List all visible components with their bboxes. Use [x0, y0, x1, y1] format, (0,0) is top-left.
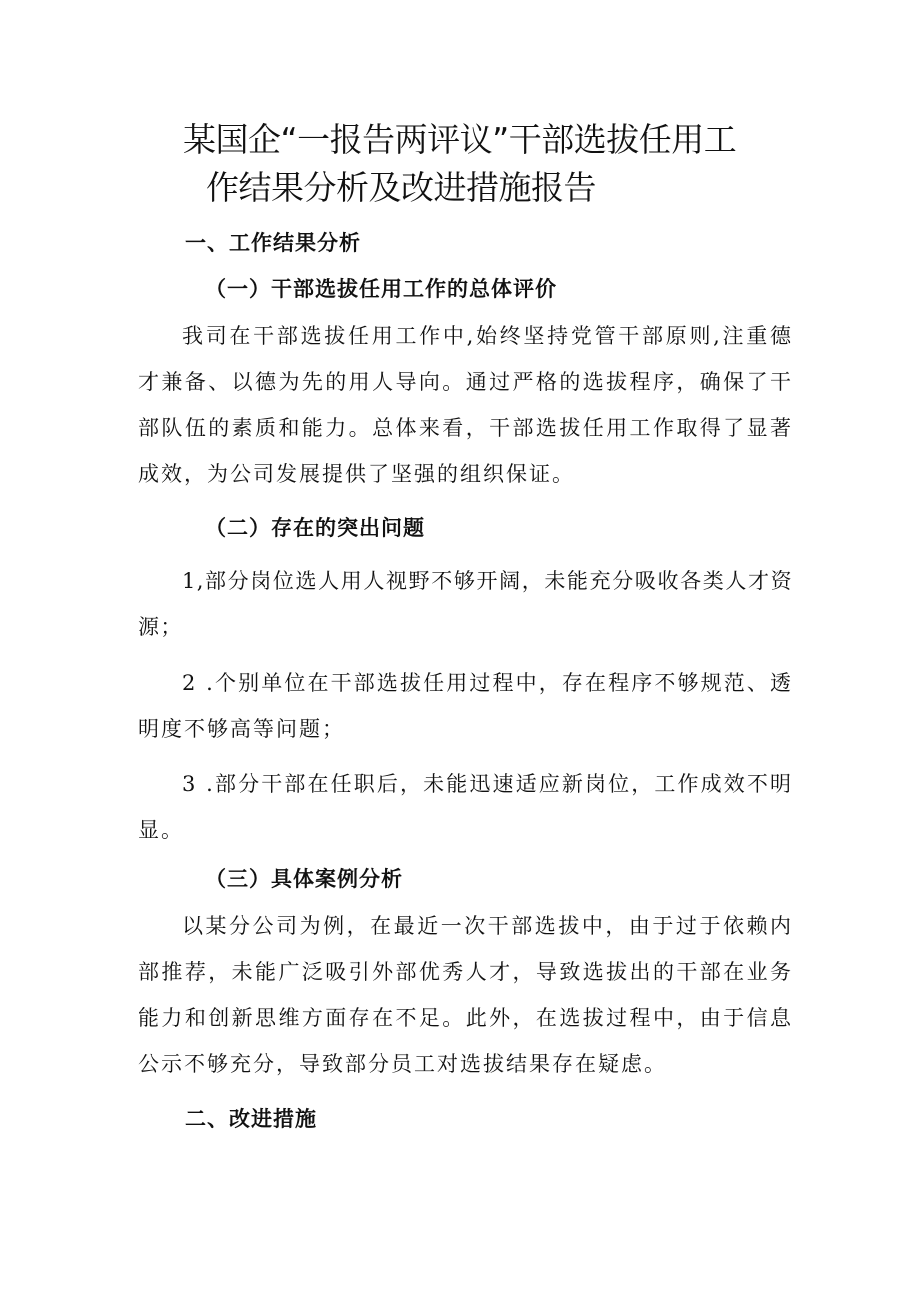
sub2-heading: （二）存在的突出问题 [205, 515, 425, 540]
sub3-paragraph: 以某分公司为例，在最近一次干部选拔中，由于过于依赖内部推荐，未能广泛吸引外部优秀人才，导致选拔出的干部在业务能力和创新思维方面存在不足。此外，在选拔过程中，由于信息公示不够充分，导致部分员工对选拔结果存在疑虑。 [138, 914, 793, 1076]
sub2-item1: 1,部分岗位选人用人视野不够开阔，未能充分吸收各类人才资源； [138, 569, 793, 639]
sub2-item3: 3 .部分干部在任职后，未能迅速适应新岗位，工作成效不明显。 [138, 772, 793, 842]
document-title-line1: 某国企“一报告两评议”干部选拔任用工 [183, 120, 737, 159]
document-title-line2: 作结果分析及改进措施报告 [206, 168, 596, 207]
sub1-paragraph: 我司在干部选拔任用工作中,始终坚持党管干部原则,注重德才兼备、以德为先的用人导向。通过严格的选拔程序，确保了干部队伍的素质和能力。总体来看，干部选拔任用工作取得了显著成效，为公司发展提供了坚强的组织保证。 [138, 324, 793, 486]
sub1-heading: （一）干部选拔任用工作的总体评价 [205, 276, 557, 301]
section2-heading: 二、改进措施 [185, 1106, 317, 1131]
sub3-heading: （三）具体案例分析 [205, 866, 403, 891]
sub2-item2: 2 .个别单位在干部选拔任用过程中，存在程序不够规范、透明度不够高等问题； [138, 671, 793, 741]
section1-heading: 一、工作结果分析 [185, 230, 361, 255]
